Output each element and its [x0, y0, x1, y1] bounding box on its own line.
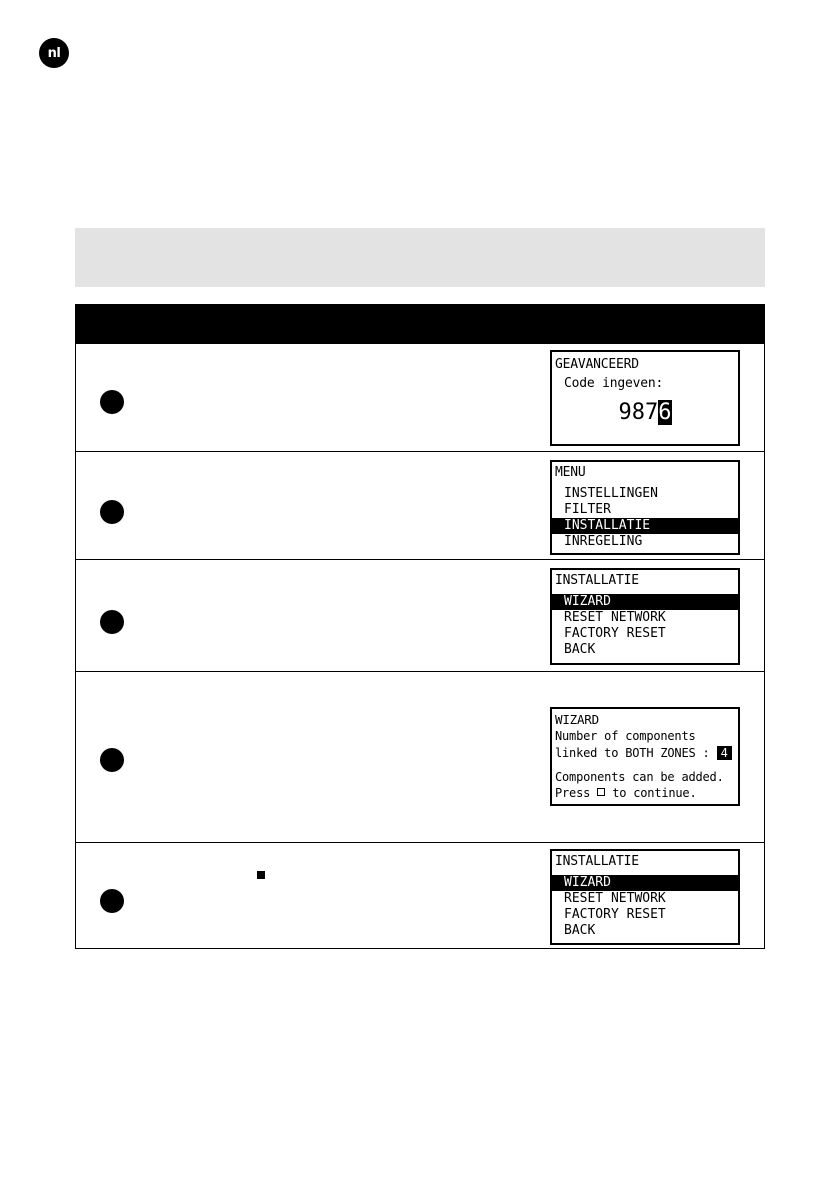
step-row-1: [76, 344, 764, 451]
section-banner: [75, 228, 765, 287]
step-row-3: [76, 559, 764, 671]
lcd-line-4: [555, 785, 696, 801]
step-marker-1: [100, 390, 124, 414]
step-marker-4: [100, 748, 124, 772]
lcd-line-3: Components can be added.: [555, 770, 724, 784]
lcd-menu-item: INSTELLINGEN: [564, 486, 658, 501]
stop-square-icon: [257, 871, 265, 879]
lcd-menu-item: RESET NETWORK: [564, 610, 666, 625]
lcd-title: MENU: [555, 465, 586, 480]
lcd-screen-menu: [550, 460, 740, 555]
stop-square-icon: [597, 788, 605, 796]
lcd-menu-item-selected: WIZARD: [552, 594, 738, 610]
lcd-line-2-text: linked to BOTH ZONES :: [555, 746, 710, 760]
lcd-line-4-pre: Press: [555, 786, 591, 800]
step-row-5: [76, 842, 764, 948]
lcd-screen-installatie: [550, 849, 740, 945]
component-count: 4: [717, 746, 732, 760]
step-marker-2: [100, 500, 124, 524]
lcd-screen-wizard: [550, 707, 740, 806]
lcd-title: GEAVANCEERD: [555, 357, 639, 372]
lcd-prompt: Code ingeven:: [564, 376, 664, 391]
lcd-menu-item: FILTER: [564, 502, 611, 517]
lcd-title: INSTALLATIE: [555, 573, 639, 588]
lcd-menu-item-selected: INSTALLATIE: [552, 518, 738, 534]
lcd-line-2: [555, 745, 732, 761]
lcd-menu-item: BACK: [564, 642, 596, 657]
lcd-line-1: Number of components: [555, 729, 696, 743]
lcd-menu-item: RESET NETWORK: [564, 891, 666, 906]
lcd-menu-item: FACTORY RESET: [564, 907, 666, 922]
lcd-screen-geavanceerd: [550, 350, 740, 446]
lcd-screen-installatie: [550, 568, 740, 665]
code-cursor-digit: 6: [658, 400, 672, 425]
step-marker-3: [100, 610, 124, 634]
lcd-title: INSTALLATIE: [555, 854, 639, 869]
lcd-menu-item: INREGELING: [564, 534, 643, 549]
procedure-table: [75, 304, 765, 949]
lcd-menu-item: BACK: [564, 923, 596, 938]
lcd-title: WIZARD: [555, 712, 599, 727]
language-badge-label: nl: [47, 45, 61, 61]
language-badge: [39, 38, 69, 68]
lcd-menu-item: FACTORY RESET: [564, 626, 666, 641]
code-display: [552, 400, 738, 426]
code-entered: 987: [618, 400, 659, 425]
table-header: [75, 304, 765, 344]
lcd-line-4-post: to continue.: [612, 786, 697, 800]
step-row-4: [76, 671, 764, 842]
step-marker-5: [100, 889, 124, 913]
step-row-2: [76, 451, 764, 559]
lcd-menu-item-selected: WIZARD: [552, 875, 738, 891]
